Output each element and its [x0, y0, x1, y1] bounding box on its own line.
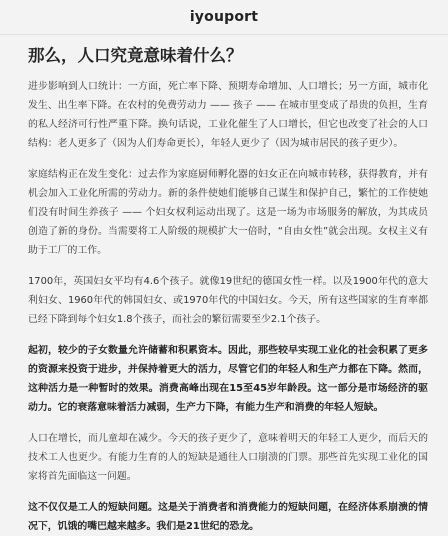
paragraph-demographics: 进步影响到人口统计：一方面，死亡率下降、预期寿命增加、人口增长；另一方面，城市化发生、出生率下降。在农村的免费劳动力 —— 孩子 —— 在城市里变成了昂贵的负担，生育的私人经济可行性严重下降。换句话说，工业化催生了人口增长，但它也改变了社会的人口结构：老人更多了（因为人们寿命更长），年轻人更少了（因为城市居民的孩子更少）。: [28, 81, 428, 149]
article-body: [0, 35, 448, 536]
paragraph-capital-dynamics: 起初，较少的子女数量允许储蓄和积累资本。因此，那些较早实现工业化的社会积累了更多的资源来投资于进步，并保持着更大的活力，尽管它们的年轻人和生产力都在下降。然而，这种活力是一种暂时的效果。消费高峰出现在15至45岁年龄段。这一部分是市场经济的驱动力。它的衰落意味着活力减弱，生产力下降，有能力生产和消费的年轻人短缺。: [28, 345, 428, 413]
paragraph-conclusion: 这不仅仅是工人的短缺问题。这是关于消费者和消费能力的短缺问题，在经济体系崩溃的情况下，饥饿的嘴巴越来越多。我们是21世纪的恐龙。: [28, 502, 428, 532]
site-header: [0, 0, 448, 35]
paragraph-fertility-stats: 1700年，英国妇女平均有4.6个孩子。就像19世纪的德国女性一样。以及1900年代的意大利妇女、1960年代的韩国妇女、或1970年代的中国妇女。今天，所有这些国家的生育率都已经下降到每个妇女1.8个孩子，而社会的繁衍需要至少2.1个孩子。: [28, 276, 428, 325]
article-title: 那么，人口究竟意味着什么？: [28, 46, 243, 65]
paragraph-population-collapse: 人口在增长，而儿童却在减少。今天的孩子更少了，意味着明天的年轻工人更少，而后天的技术工人也更少。有能力生育的人的短缺是通往人口崩溃的门票。那些首先实现工业化的国家将首先面临这一问题。: [28, 433, 428, 482]
site-logo-link[interactable]: iyouport: [189, 9, 259, 25]
paragraph-family-structure: 家庭结构正在发生变化：过去作为家庭厨师孵化器的妇女正在向城市转移，获得教育，并有机会加入工业化所需的劳动力。新的条件使她们能够自己谋生和保护自己，繁忙的工作使她们没有时间生养孩子 —— 个妇女权利运动出现了。这是一场为市场服务的解放，为其成员创造了新的身份。当需要将工人阶级的规模扩大一倍时，“自由女性”就会出现。女权主义有助于工厂的工作。: [28, 169, 428, 256]
